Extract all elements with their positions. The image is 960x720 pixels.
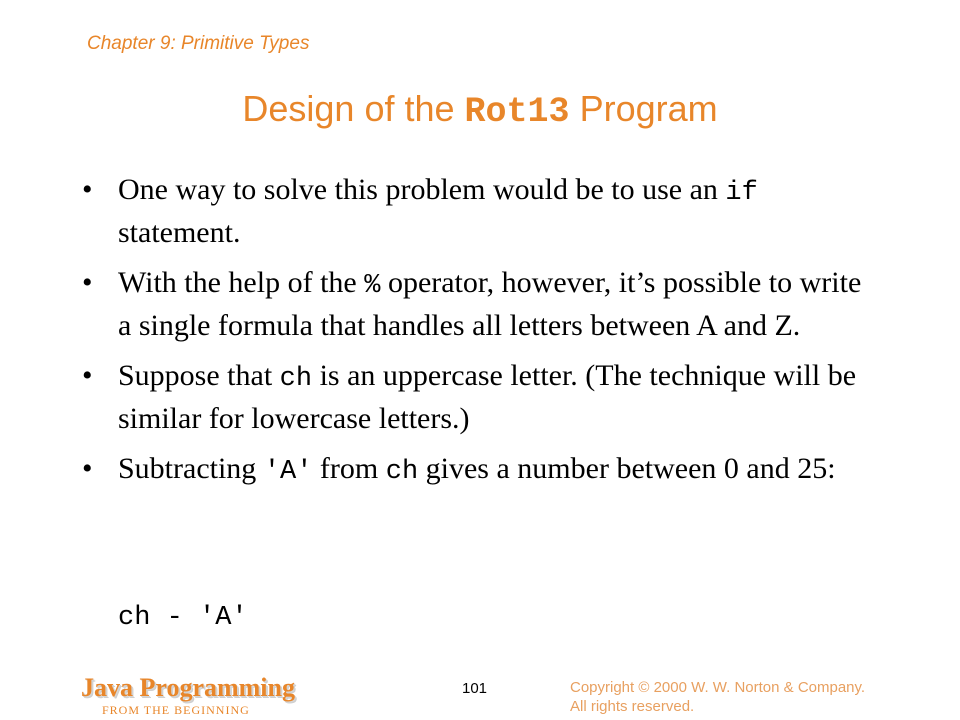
bullet-text: statement. [118,216,241,249]
bullet-dot: • [82,359,93,392]
footer-brand [62,675,314,718]
bullet-text: One way to solve this problem would be to use an [118,173,726,206]
copyright [570,678,865,716]
code-example: ch - 'A' [118,603,248,633]
inline-code: if [725,178,758,208]
bullet-list [82,170,882,502]
bullet-text: gives a number between 0 and 25: [418,452,836,485]
inline-code: 'A' [263,457,313,487]
brand-title: Java Programming [81,673,295,702]
title-code: Rot13 [464,92,570,132]
bullet-text: is an uppercase letter. (The technique will be similar for lowercase letters.) [118,359,857,435]
title-suffix: Program [569,88,718,129]
bullet-item [82,170,882,253]
bullet-dot: • [82,452,93,485]
inline-code: ch [279,364,313,394]
bullet-item [82,356,882,439]
bullet-dot: • [82,266,93,299]
bullet-text: Suppose that [118,359,280,392]
bullet-item [82,449,882,492]
inline-code: ch [385,457,419,487]
inline-code: % [364,271,381,301]
page-number: 101 [462,680,488,697]
bullet-text: Subtracting [118,452,264,485]
bullet-item [82,263,882,346]
slide-title [0,88,960,132]
bullet-dot: • [82,173,93,206]
bullet-text: operator, however, it’s possible to write a single formula that handles all letters between A and Z. [118,266,862,342]
title-prefix: Design of the [242,88,465,129]
copyright-line-2: All rights reserved. [570,698,695,715]
brand-subtitle: FROM THE BEGINNING [102,703,250,717]
copyright-line-1: Copyright © 2000 W. W. Norton & Company. [570,679,866,696]
chapter-label: Chapter 9: Primitive Types [87,33,310,54]
bullet-text: from [312,452,386,485]
bullet-text: With the help of the [118,266,365,299]
